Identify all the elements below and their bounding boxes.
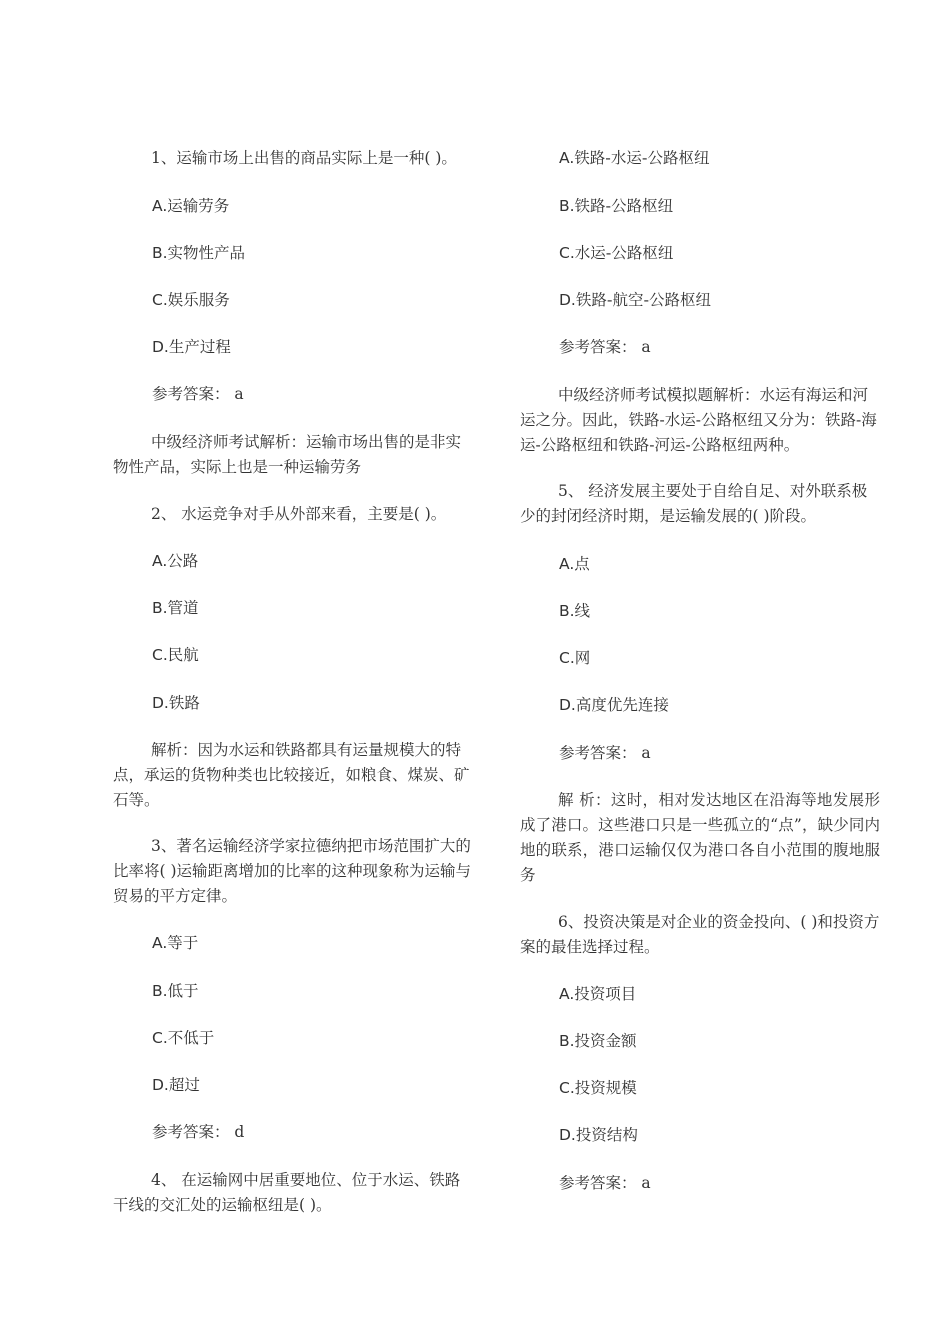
question-5-stem: 5、 经济发展主要处于自给自足、对外联系极少的封闭经济时期，是运输发展的( )阶段。 — [520, 482, 868, 525]
question-1-option-d: D.生产过程 — [152, 338, 231, 356]
question-5-explanation: 解 析：这时，相对发达地区在沿海等地发展形成了港口。这些港口只是一些孤立的“点”，缺少同内地的联系，港口运输仅仅为港口各自小范围的腹地服务 — [520, 791, 880, 884]
question-1-option-c: C.娱乐服务 — [152, 291, 230, 309]
question-1-option-b: B.实物性产品 — [152, 244, 246, 262]
question-5-answer: 参考答案： a — [559, 744, 651, 762]
question-3-option-a: A.等于 — [152, 934, 199, 952]
question-2-explanation: 解析：因为水运和铁路都具有运量规模大的特点，承运的货物种类也比较接近，如粮食、煤炭、矿石等。 — [113, 741, 470, 809]
question-6-option-d: D.投资结构 — [559, 1126, 638, 1144]
question-5-option-d: D.高度优先连接 — [559, 696, 669, 714]
question-2-option-d: D.铁路 — [152, 694, 200, 712]
question-6-option-c: C.投资规模 — [559, 1079, 637, 1097]
question-1-answer: 参考答案： a — [152, 385, 244, 403]
question-5-option-a: A.点 — [559, 555, 590, 573]
question-3-answer: 参考答案： d — [152, 1123, 245, 1141]
question-4-option-a: A.铁路-水运-公路枢纽 — [559, 149, 710, 167]
question-1-stem: 1、运输市场上出售的商品实际上是一种( )。 — [151, 149, 457, 167]
question-2-stem: 2、 水运竞争对手从外部来看，主要是( )。 — [151, 505, 447, 523]
question-6-stem: 6、投资决策是对企业的资金投向、( )和投资方案的最佳选择过程。 — [520, 913, 880, 956]
question-4-option-d: D.铁路-航空-公路枢纽 — [559, 291, 712, 309]
question-4-option-b: B.铁路-公路枢纽 — [559, 197, 674, 215]
question-1-explanation: 中级经济师考试解析：运输市场出售的是非实物性产品，实际上也是一种运输劳务 — [113, 433, 462, 476]
question-3-stem: 3、著名运输经济学家拉德纳把市场范围扩大的比率将( )运输距离增加的比率的这种现象称为运输与贸易的平方定律。 — [113, 837, 472, 905]
question-2-option-b: B.管道 — [152, 599, 199, 617]
question-6-option-b: B.投资金额 — [559, 1032, 637, 1050]
question-1-option-a: A.运输劳务 — [152, 197, 230, 215]
question-3-option-c: C.不低于 — [152, 1029, 215, 1047]
question-3-option-b: B.低于 — [152, 982, 199, 1000]
question-3-option-d: D.超过 — [152, 1076, 200, 1094]
question-4-option-c: C.水运-公路枢纽 — [559, 244, 674, 262]
question-4-answer: 参考答案： a — [559, 338, 651, 356]
question-5-option-b: B.线 — [559, 602, 591, 620]
question-4-explanation: 中级经济师考试模拟题解析：水运有海运和河运之分。因此，铁路-水运-公路枢纽又分为：铁路-海运-公路枢纽和铁路-河运-公路枢纽两种。 — [520, 386, 877, 454]
question-6-answer: 参考答案： a — [559, 1174, 651, 1192]
question-4-stem: 4、 在运输网中居重要地位、位于水运、铁路干线的交汇处的运输枢纽是( )。 — [113, 1171, 461, 1214]
question-2-option-c: C.民航 — [152, 646, 199, 664]
question-2-option-a: A.公路 — [152, 552, 199, 570]
question-6-option-a: A.投资项目 — [559, 985, 637, 1003]
question-5-option-c: C.网 — [559, 649, 591, 667]
